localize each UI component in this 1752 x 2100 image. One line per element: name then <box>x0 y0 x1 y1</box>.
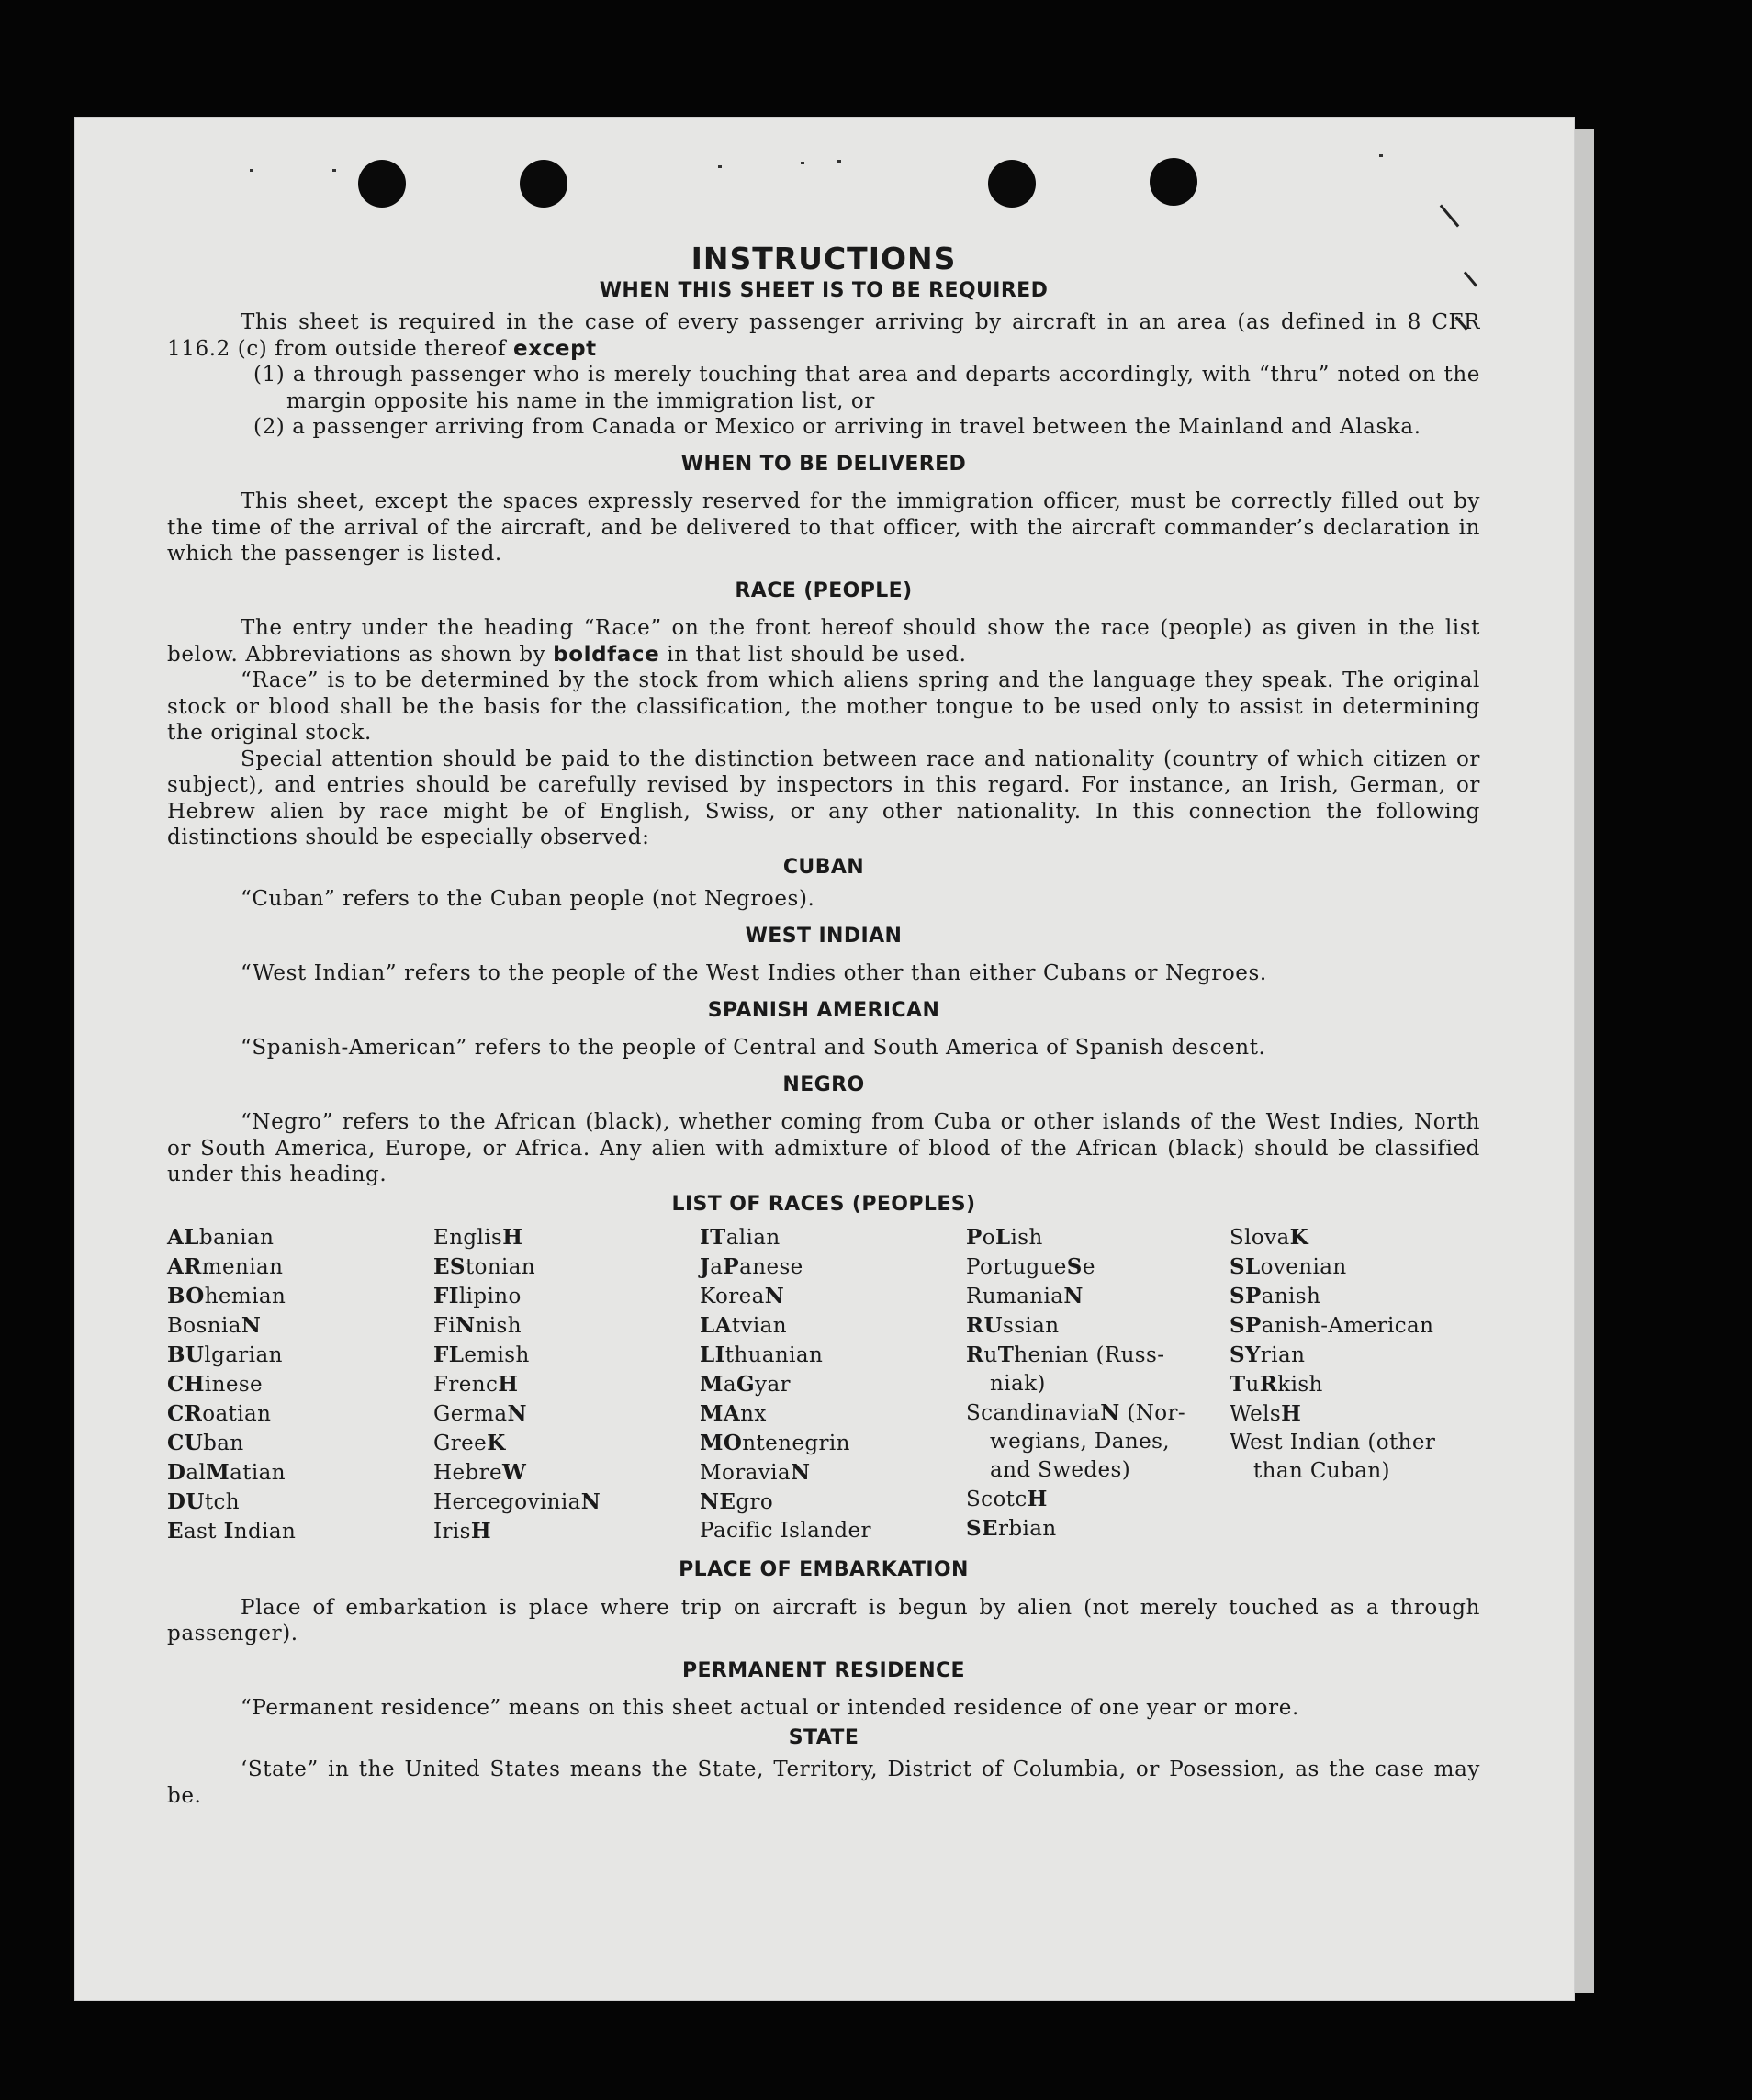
races-column <box>966 1223 1230 1546</box>
race-entry: PortugueSe <box>966 1254 1095 1279</box>
race-paragraph-1: The entry under the heading “Race” on the front hereof should show the race (people) as given in the list below. Abbreviations as shown by boldface in that list should be used. <box>167 616 1480 667</box>
race-entry: RumaniaN <box>966 1284 1084 1308</box>
speck <box>250 169 253 172</box>
race-entry: niak) <box>990 1372 1046 1396</box>
race-entry: WelsH <box>1230 1401 1302 1426</box>
race-entry: EnglisH <box>433 1225 523 1250</box>
heading-spanish-american: SPANISH AMERICAN <box>707 998 940 1022</box>
races-column <box>700 1223 966 1546</box>
race-entry: CHinese <box>167 1372 264 1397</box>
race-entry: MOntenegrin <box>700 1431 850 1455</box>
required-intro: This sheet is required in the case of every passenger arriving by aircraft in an area (as defined in 8 CFR 116.2 (c) from outside thereof except <box>167 310 1480 361</box>
embarkation-text: Place of embarkation is place where trip on aircraft is begun by alien (not merely touched as a through passenger). <box>167 1595 1480 1645</box>
speck <box>837 160 841 163</box>
race-entry: ARmenian <box>167 1254 284 1279</box>
residence-text: “Permanent residence” means on this sheet actual or intended residence of one year or more. <box>241 1696 1299 1720</box>
race-entry: CUban <box>167 1431 244 1455</box>
race-entry: RUssian <box>966 1313 1060 1338</box>
cuban-text: “Cuban” refers to the Cuban people (not Negroes). <box>241 887 815 911</box>
heading-list-of-races: LIST OF RACES (PEOPLES) <box>671 1192 976 1216</box>
delivered-text: This sheet, except the spaces expressly reserved for the immigration officer, must be correctly filled out by the time of the arrival of the aircraft, and be delivered to that officer, with the aircraft commander’s declaration in which the passenger is listed. <box>167 489 1480 566</box>
punch-hole <box>988 160 1036 208</box>
race-entry: and Swedes) <box>990 1458 1131 1482</box>
race-entry: West Indian (other <box>1230 1431 1436 1454</box>
race-entry: TuRkish <box>1230 1372 1323 1397</box>
heading-west-indian: WEST INDIAN <box>745 924 903 948</box>
instruction-sheet <box>75 118 1574 2000</box>
race-entry: BUlgarian <box>167 1342 283 1367</box>
race-entry: SYrian <box>1230 1342 1306 1367</box>
race-entry: PoLish <box>966 1225 1043 1250</box>
race-entry: DalMatian <box>167 1460 286 1485</box>
race-entry: FiNnish <box>433 1313 522 1338</box>
heading-state: STATE <box>788 1725 859 1749</box>
heading-race: RACE (PEOPLE) <box>735 578 913 602</box>
race-paragraph-2: “Race” is to be determined by the stock from which aliens spring and the language they speak. The original stock or blood shall be the basis for the classification, the mother tongue to be used only to assist in determining the original stock. <box>167 668 1480 745</box>
race-entry: SlovaK <box>1230 1225 1309 1250</box>
race-entry: KoreaN <box>700 1284 785 1308</box>
heading-when-delivered: WHEN TO BE DELIVERED <box>680 452 967 476</box>
race-entry: wegians, Danes, <box>990 1430 1171 1454</box>
heading-negro: NEGRO <box>782 1072 865 1096</box>
speck <box>801 162 804 164</box>
race-entry: FIlipino <box>433 1284 522 1308</box>
heading-when-required: WHEN THIS SHEET IS TO BE REQUIRED <box>599 278 1049 302</box>
race-entry: MaGyar <box>700 1372 791 1397</box>
race-entry: Pacific Islander <box>700 1519 871 1543</box>
race-entry: ScandinaviaN (Nor- <box>966 1400 1186 1425</box>
race-entry: GermaN <box>433 1401 527 1426</box>
race-entry: CRoatian <box>167 1401 272 1426</box>
speck <box>332 169 336 172</box>
race-entry: BOhemian <box>167 1284 286 1308</box>
race-entry: MoraviaN <box>700 1460 811 1485</box>
race-entry: RuThenian (Russ- <box>966 1342 1165 1367</box>
race-entry: NEgro <box>700 1489 774 1514</box>
race-entry: BosniaN <box>167 1313 262 1338</box>
speck <box>718 165 722 168</box>
speck <box>1379 154 1383 157</box>
races-list <box>167 1223 1480 1546</box>
race-entry: than Cuban) <box>1253 1459 1390 1483</box>
race-entry: East Indian <box>167 1519 297 1544</box>
race-paragraph-3: Special attention should be paid to the distinction between race and nationality (country of which citizen or subject), and entries should be carefully revised by inspectors in this regard. For instance, an Irish, German, or Hebrew alien by race might be of English, Swiss, or any other nationality. In this connection the following distinctions should be especially observed: <box>167 747 1480 849</box>
races-column <box>167 1223 433 1546</box>
spanish-american-text: “Spanish-American” refers to the people of Central and South America of Spanish descent. <box>241 1036 1266 1060</box>
heading-cuban: CUBAN <box>782 855 865 879</box>
negro-text: “Negro” refers to the African (black), whether coming from Cuba or other islands of the West Indies, North or South America, Europe, or Africa. Any alien with admixture of blood of the African (black) should be classified under this heading. <box>167 1110 1480 1186</box>
edge-mark <box>1440 205 1460 228</box>
punch-hole <box>358 160 406 208</box>
punch-hole <box>520 160 567 208</box>
heading-place-of-embarkation: PLACE OF EMBARKATION <box>679 1558 969 1581</box>
page-title: INSTRUCTIONS <box>691 241 957 276</box>
race-entry: SErbian <box>966 1516 1057 1541</box>
race-entry: GreeK <box>433 1431 506 1455</box>
heading-permanent-residence: PERMANENT RESIDENCE <box>681 1658 965 1682</box>
race-entry: ALbanian <box>167 1225 275 1250</box>
race-entry: LIthuanian <box>700 1342 824 1367</box>
race-entry: HebreW <box>433 1460 527 1485</box>
race-entry: JaPanese <box>700 1254 803 1279</box>
race-entry: SPanish <box>1230 1284 1321 1308</box>
race-entry: EStonian <box>433 1254 536 1279</box>
race-entry: MAnx <box>700 1401 767 1426</box>
race-entry: IrisH <box>433 1519 491 1544</box>
race-entry: FrencH <box>433 1372 519 1397</box>
race-entry: HercegoviniaN <box>433 1489 601 1514</box>
punch-hole <box>1150 158 1197 206</box>
race-entry: FLemish <box>433 1342 530 1367</box>
west-indian-text: “West Indian” refers to the people of the West Indies other than either Cubans or Negroes. <box>241 961 1267 985</box>
instructions-content <box>167 241 1480 1809</box>
race-entry: ITalian <box>700 1225 781 1250</box>
state-text: ‘State” in the United States means the State, Territory, District of Columbia, or Posession, as the case may be. <box>167 1757 1480 1808</box>
race-entry: SPanish-American <box>1230 1313 1434 1338</box>
required-item-2: (2) a passenger arriving from Canada or Mexico or arriving in travel between the Mainland and Alaska. <box>253 415 1421 439</box>
races-column <box>1230 1223 1468 1546</box>
race-entry: ScotcH <box>966 1487 1048 1511</box>
race-entry: SLovenian <box>1230 1254 1347 1279</box>
race-entry: LAtvian <box>700 1313 787 1338</box>
races-column <box>433 1223 700 1546</box>
race-entry: DUtch <box>167 1489 240 1514</box>
required-item-1: (1) a through passenger who is merely touching that area and departs accordingly, with “thru” noted on the margin opposite his name in the immigration list, or <box>253 363 1480 413</box>
